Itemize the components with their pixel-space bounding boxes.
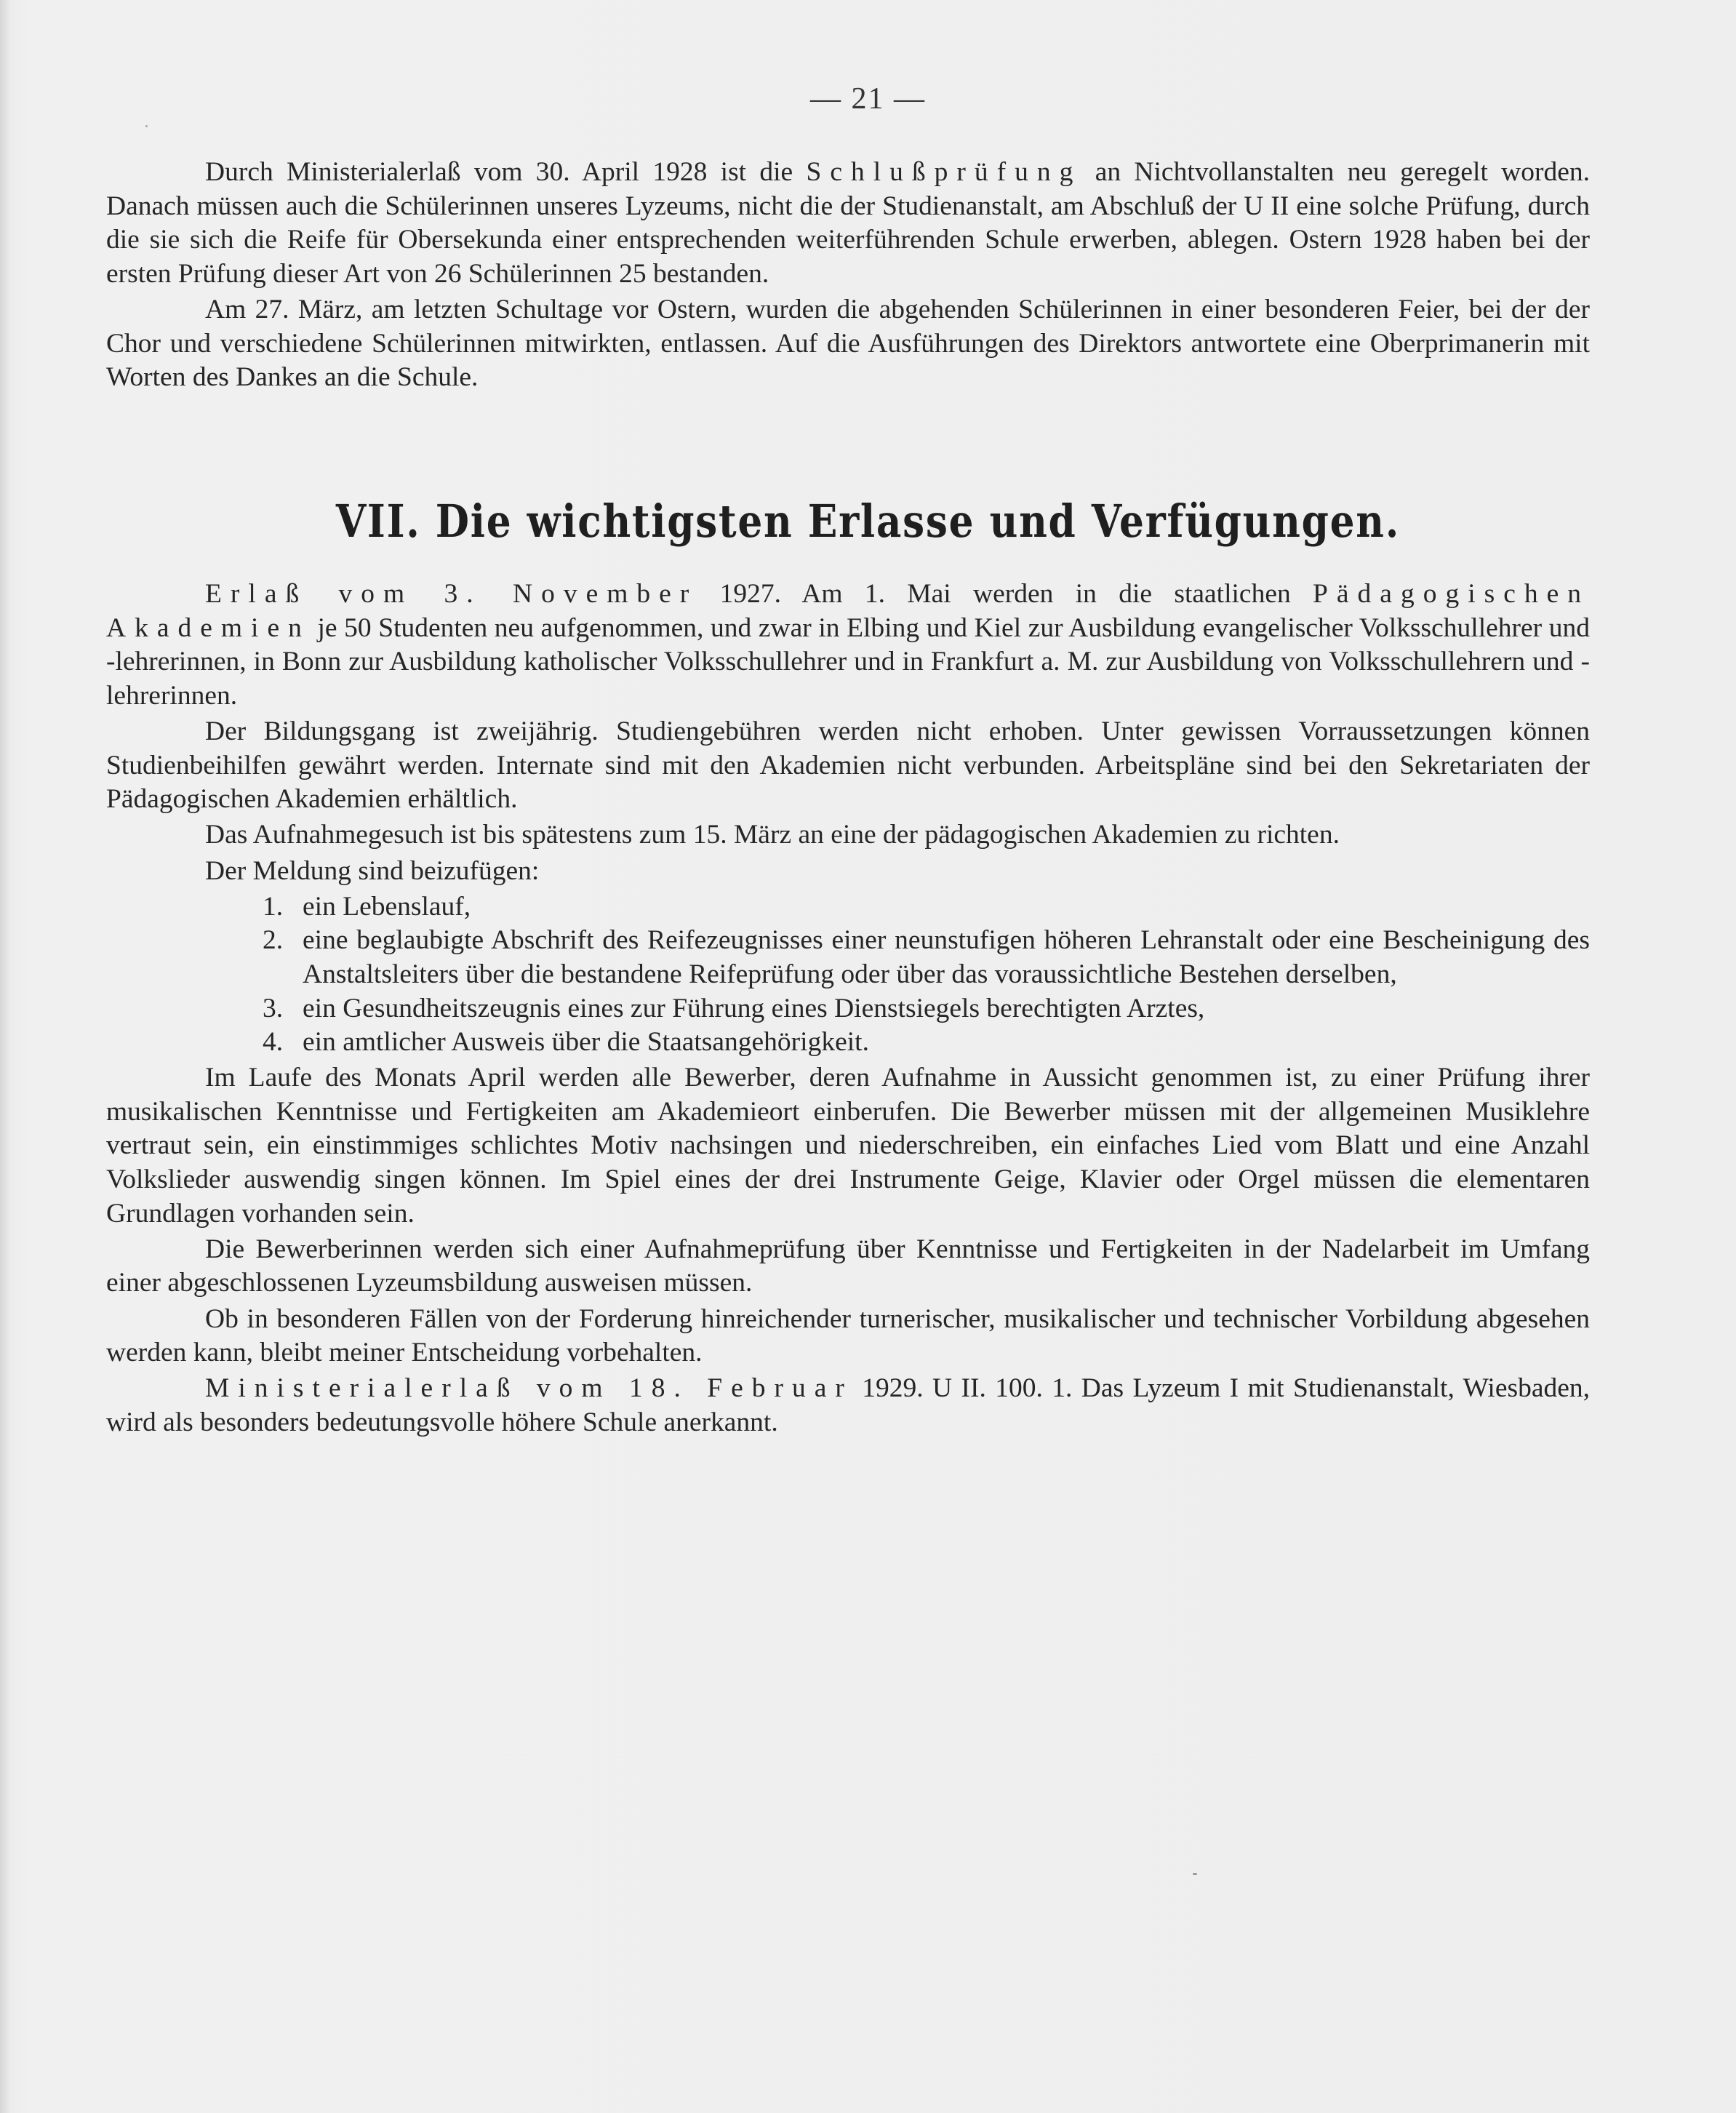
list-text: eine beglaubigte Abschrift des Reifezeugnisses einer neunstufigen höheren Lehranstalt oder eine Bescheinigung des Anstaltsleiters über die bestandene Reifeprüfung oder über das voraussichtliche Bestehen derselben,	[303, 925, 1590, 989]
paragraph-needlework: Die Bewerberinnen werden sich einer Aufnahmeprüfung über Kenntnisse und Fertigkeiten in der Nadelarbeit im Umfang einer abgeschlossenen Lyzeumsbildung ausweisen müssen.	[106, 1234, 1590, 1298]
paragraph-decree-1927	[106, 578, 1590, 713]
text-run: an Nichtvollanstalten neu geregelt worden. Danach müssen auch die Schülerinnen unseres Lyzeums, nicht die der Studienanstalt, am Abschluß der U II eine solche Prüfung, durch die sie sich die Reife für Obersekunda einer entsprechenden weiterführenden Schule erwerben, ablegen. Ostern 1928 haben bei der ersten Prüfung dieser Art von 26 Schülerinnen 25 bestanden.	[106, 157, 1590, 289]
decrees-section	[106, 578, 1590, 1442]
text-run: 1927. Am 1. Mai werden in die staatlichen	[697, 579, 1313, 609]
text-run: Durch Ministerialerlaß vom 30. April 1928 ist die	[205, 157, 807, 187]
list-item	[106, 924, 1590, 991]
list-number: 2.	[263, 925, 284, 956]
list-number: 3.	[263, 993, 284, 1023]
spaced-emphasis: Erlaß vom 3. November	[205, 579, 698, 609]
list-text: ein amtlicher Ausweis über die Staatsangehörigkeit.	[303, 1027, 869, 1058]
list-item	[106, 890, 1590, 924]
paragraph-exemption: Ob in besonderen Fällen von der Forderung hinreichender turnerischer, musikalischer und technischer Vorbildung abgesehen werden kann, bleibt meiner Entscheidung vorbehalten.	[106, 1303, 1590, 1368]
paper-speck	[145, 125, 148, 127]
section-heading: VII. Die wichtigsten Erlasse und Verfügungen.	[335, 495, 1401, 548]
attachment-list	[106, 890, 1590, 1060]
spaced-emphasis: Ministerialerlaß vom 18. Februar	[205, 1373, 853, 1404]
paragraph-final-exam	[106, 156, 1590, 291]
paragraph-music-exam: Im Laufe des Monats April werden alle Bewerber, deren Aufnahme in Aussicht genommen ist, zu einer Prüfung ihrer musikalischen Kenntnisse und Fertigkeiten am Akademieort einberufen. Die Bewerber müssen mit der allgemeinen Musiklehre vertraut sein, ein einstimmiges schlichtes Motiv nachsingen und niederschreiben, ein einfaches Lied vom Blatt und eine Anzahl Volkslieder auswendig singen können. Im Spiel eines der drei Instrumente Geige, Klavier oder Orgel müssen die elementaren Grundlagen vorhanden sein.	[106, 1063, 1590, 1229]
paragraph-farewell: Am 27. März, am letzten Schultage vor Ostern, wurden die abgehenden Schülerinnen in einer besonderen Feier, bei der der Chor und verschiedene Schülerinnen mitwirkten, entlassen. Auf die Ausführungen des Direktors antwortete eine Oberprimanerin mit Worten des Dankes an die Schule.	[106, 294, 1590, 393]
paragraph-attachments: Der Meldung sind beizufügen:	[205, 855, 540, 886]
paragraph-course: Der Bildungsgang ist zweijährig. Studiengebühren werden nicht erhoben. Unter gewissen Vorraussetzungen können Studienbeihilfen gewährt werden. Internate sind mit den Akademien nicht verbunden. Arbeitspläne sind bei den Sekretariaten der Pädagogischen Akademien erhältlich.	[106, 716, 1590, 815]
list-text: ein Lebenslauf,	[303, 891, 471, 922]
text-run: 1929. U II. 100. 1. Das Lyzeum I mit Studienanstalt, Wiesbaden, wird als besonders bedeutungsvolle höhere Schule anerkannt.	[106, 1373, 1590, 1437]
intro-section	[106, 156, 1590, 396]
paragraph-application: Das Aufnahmegesuch ist bis spätestens zum 15. März an eine der pädagogischen Akademien zu richten.	[205, 820, 1340, 850]
list-number: 4.	[263, 1027, 284, 1058]
list-text: ein Gesundheitszeugnis eines zur Führung eines Dienstsiegels berechtigten Arztes,	[303, 993, 1205, 1023]
page-number: — 21 —	[810, 82, 926, 116]
list-item	[106, 992, 1590, 1026]
list-number: 1.	[263, 891, 284, 922]
spaced-emphasis: Schlußprüfung	[806, 157, 1082, 187]
text-run: je 50 Studenten neu aufgenommen, und zwar in Elbing und Kiel zur Ausbildung evangelischer Volksschullehrer und -lehrerinnen, in Bonn zur Ausbildung katholischer Volksschullehrer und in Frankfurt a. M. zur Ausbildung von Volksschullehrern und -lehrerinnen.	[106, 612, 1590, 711]
list-item	[106, 1026, 1590, 1060]
paper-speck	[1193, 1873, 1197, 1875]
spaced-emphasis: Pädagogischen Akademien	[106, 579, 1590, 643]
paragraph-decree-1929	[106, 1372, 1590, 1439]
